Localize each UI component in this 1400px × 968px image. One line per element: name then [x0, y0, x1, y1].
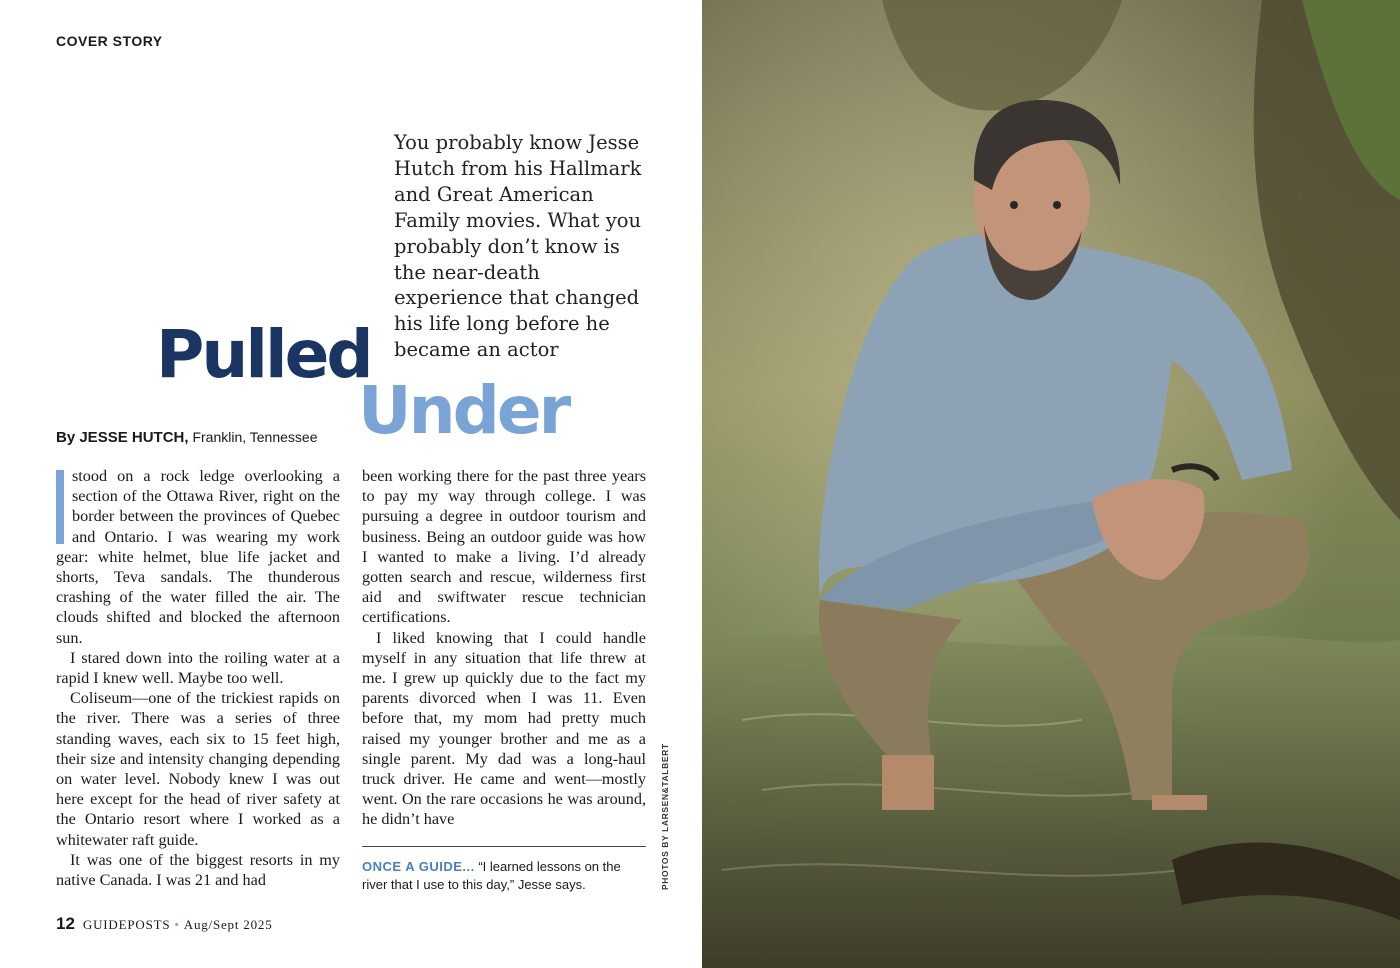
issue-date: Aug/Sept 2025: [183, 917, 273, 932]
body-column-1: [56, 466, 340, 890]
byline-author: By JESSE HUTCH,: [56, 429, 189, 446]
photo-illustration: [702, 0, 1400, 968]
body-paragraph: [56, 466, 340, 648]
folio-bullet: •: [174, 917, 180, 932]
body-paragraph: It was one of the biggest resorts in my native Canada. I was 21 and had: [56, 850, 340, 890]
headline-line-2: Under: [358, 372, 569, 449]
body-paragraph: been working there for the past three years to pay my way through college. I was pursuing a degree in outdoor tourism and business. Being an outdoor guide was how I wanted to make a living. I’d already gotten search and rescue, wilderness first aid and swiftwater rescue technician certifications.: [362, 467, 646, 627]
photo-credit: PHOTOS BY LARSEN&TALBERT: [660, 743, 670, 890]
magazine-name: GUIDEPOSTS: [82, 917, 171, 932]
folio: [56, 914, 273, 934]
page-number: 12: [56, 914, 75, 933]
caption-lead: ONCE A GUIDE...: [362, 859, 475, 874]
body-paragraph: I liked knowing that I could handle myself in any situation that life threw at me. I grew up quickly due to the fact my parents divorced when I was 11. Even before that, my mom had pretty much raised my younger brother and me as a single parent. My dad was a long-haul truck driver. He came and went—mostly went. On the rare occasions he was around, he didn’t have: [362, 628, 646, 829]
photo-caption: [362, 858, 646, 894]
caption-text: “I learned lessons on the river that I use to this day,” Jesse says.: [362, 859, 621, 892]
article-deck: You probably know Jesse Hutch from his Hallmark and Great American Family movies. What you probably don’t know is the near-death experience that changed his life long before he became an actor: [394, 131, 642, 362]
body-column-2: [362, 466, 646, 830]
drop-cap-bar: [56, 470, 64, 544]
section-label: COVER STORY: [56, 33, 163, 49]
cover-photo: [702, 0, 1400, 968]
byline: [56, 429, 317, 446]
byline-location: Franklin, Tennessee: [192, 429, 318, 445]
body-paragraph-text: stood on a rock ledge overlooking a section of the Ottawa River, right on the border between the provinces of Quebec and Ontario. I was wearing my work gear: white helmet, blue life jacket and shorts, Teva sandals. The thunderous crashing of the water filled the air. The clouds shifted and blocked the afternoon sun.: [56, 467, 340, 647]
body-paragraph: Coliseum—one of the trickiest rapids on the river. There was a series of three standing waves, each six to 15 feet high, their size and intensity changing depending on water level. Nobody knew I was out here except for the head of river safety at the Ontario resort where I worked as a whitewater raft guide.: [56, 689, 340, 849]
caption-divider: [362, 846, 646, 847]
headline-line-1: Pulled: [156, 316, 371, 393]
body-paragraph: I stared down into the roiling water at a rapid I knew well. Maybe too well.: [56, 648, 340, 688]
